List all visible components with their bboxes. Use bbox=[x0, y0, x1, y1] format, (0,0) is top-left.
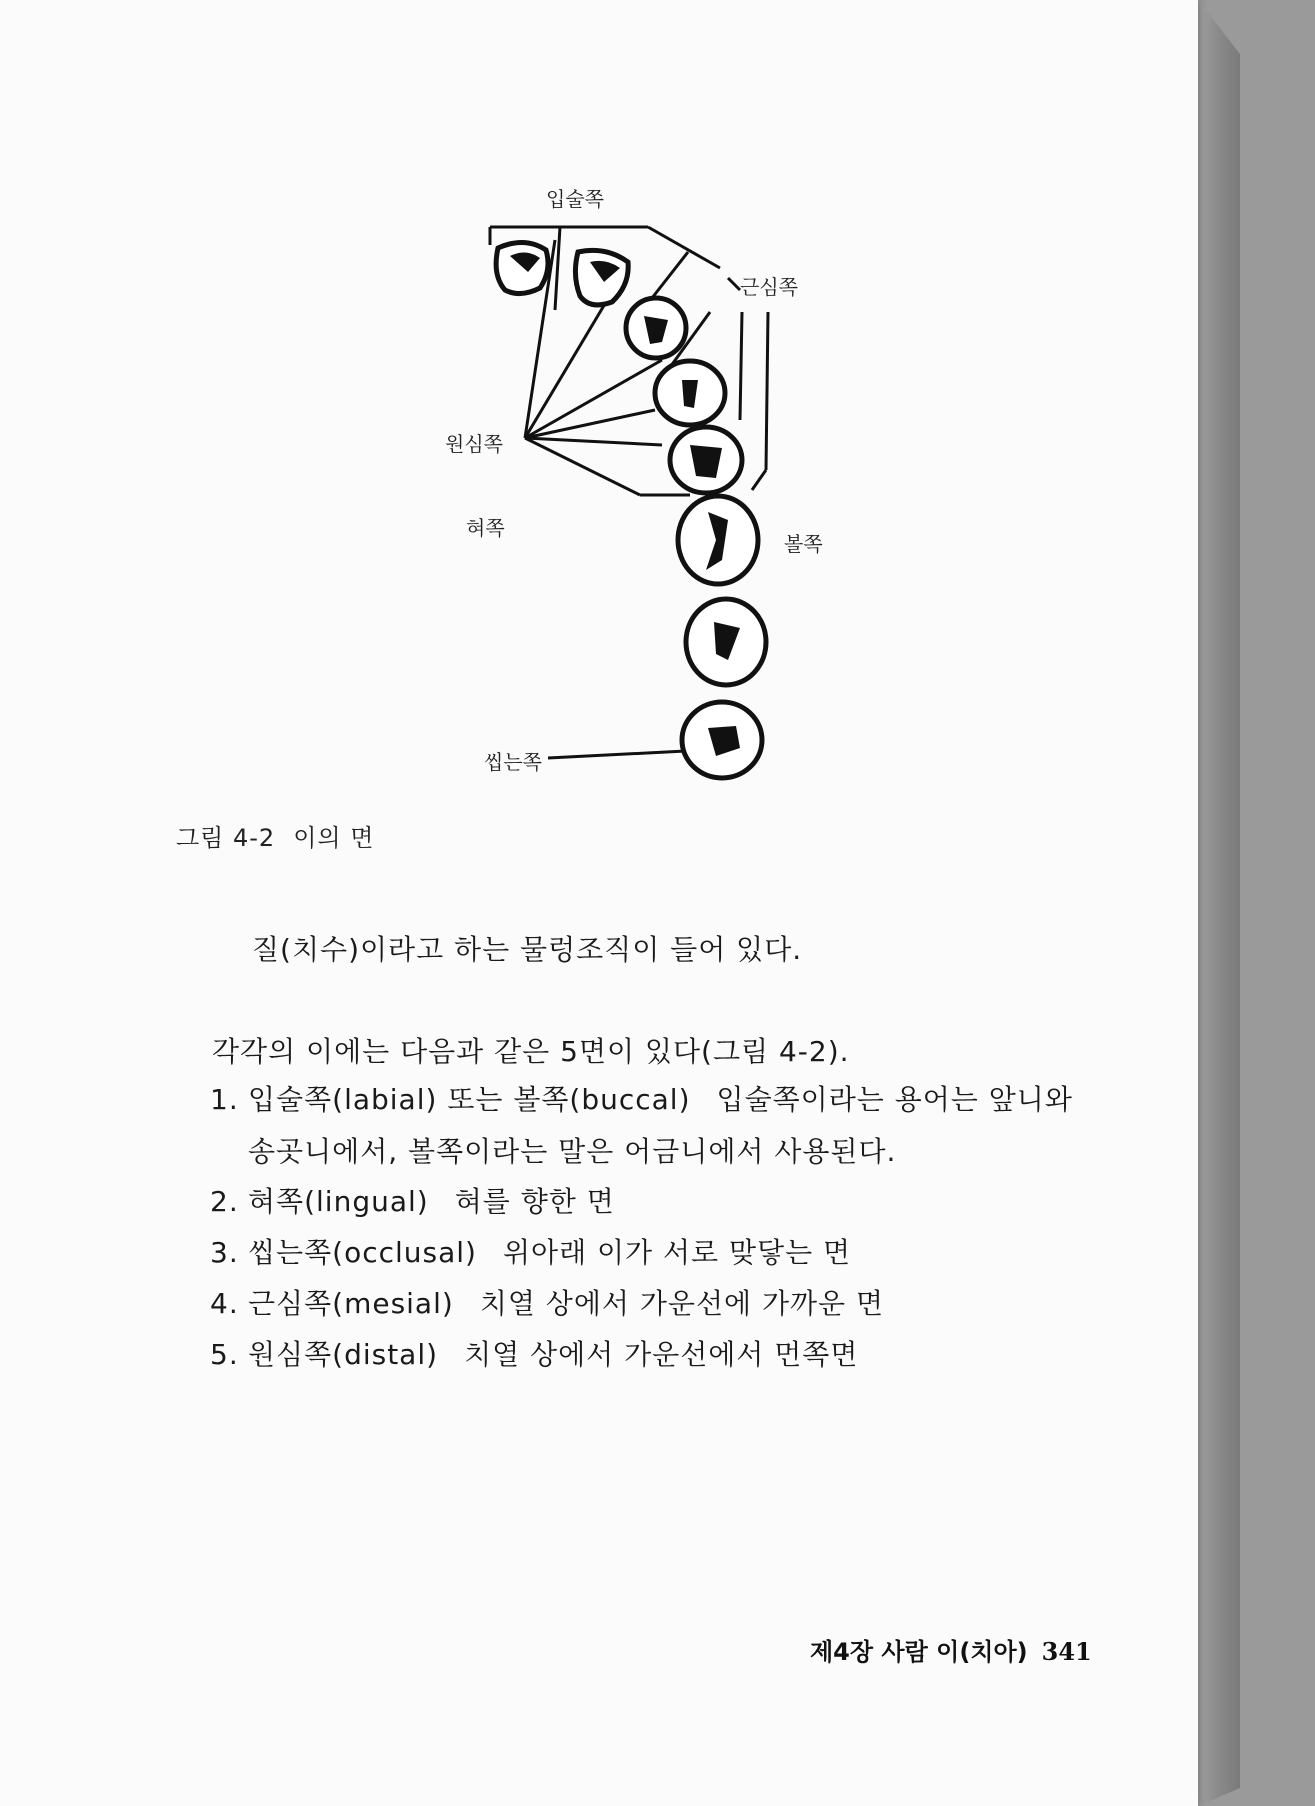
label-occlusal: 씹는쪽 bbox=[484, 750, 542, 774]
caption-number: 그림 4-2 bbox=[176, 824, 276, 852]
item-term: 원심쪽(distal) bbox=[248, 1338, 439, 1371]
item-definition: 혀를 향한 면 bbox=[454, 1185, 615, 1218]
label-buccal: 볼쪽 bbox=[784, 532, 823, 556]
label-distal: 원심쪽 bbox=[445, 432, 503, 456]
continuation-paragraph: 질(치수)이라고 하는 물렁조직이 들어 있다. bbox=[252, 933, 803, 966]
item-definition: 치열 상에서 가운선에서 먼쪽면 bbox=[464, 1338, 859, 1371]
incisor-central bbox=[496, 242, 548, 293]
item-number: 5. bbox=[210, 1338, 239, 1371]
item-term: 근심쪽(mesial) bbox=[248, 1287, 454, 1320]
item-definition: 위아래 이가 서로 맞닿는 면 bbox=[502, 1236, 852, 1269]
chapter-title: 제4장 사람 이(치아) bbox=[810, 1638, 1028, 1666]
item-number: 2. bbox=[210, 1185, 239, 1218]
page-footer bbox=[810, 1632, 1092, 1667]
item-definition: 치열 상에서 가운선에 가까운 면 bbox=[479, 1287, 885, 1320]
intro-paragraph: 각각의 이에는 다음과 같은 5면이 있다(그림 4-2). bbox=[212, 1035, 850, 1068]
item-term: 입술쪽(labial) 또는 볼쪽(buccal) bbox=[248, 1083, 691, 1116]
label-labial: 입술쪽 bbox=[546, 187, 604, 211]
item-number: 1. bbox=[210, 1083, 239, 1116]
item-number: 3. bbox=[210, 1236, 239, 1269]
caption-text: 이의 면 bbox=[293, 824, 375, 852]
label-mesial: 근심쪽 bbox=[740, 275, 798, 299]
teeth-diagram bbox=[0, 0, 1198, 800]
list-item bbox=[210, 1231, 851, 1271]
list-item-continuation: 송곳니에서, 볼쪽이라는 말은 어금니에서 사용된다. bbox=[248, 1135, 897, 1168]
item-term: 씹는쪽(occlusal) bbox=[248, 1236, 477, 1269]
page-number: 341 bbox=[1041, 1637, 1092, 1666]
list-item bbox=[210, 1180, 615, 1220]
label-lingual: 혀쪽 bbox=[466, 516, 505, 540]
list-item bbox=[210, 1078, 1073, 1118]
figure-caption bbox=[176, 818, 392, 853]
item-term: 혀쪽(lingual) bbox=[248, 1185, 429, 1218]
item-definition: 입술쪽이라는 용어는 앞니와 bbox=[716, 1083, 1073, 1116]
list-item bbox=[210, 1333, 858, 1373]
item-number: 4. bbox=[210, 1287, 239, 1320]
list-item bbox=[210, 1282, 884, 1322]
